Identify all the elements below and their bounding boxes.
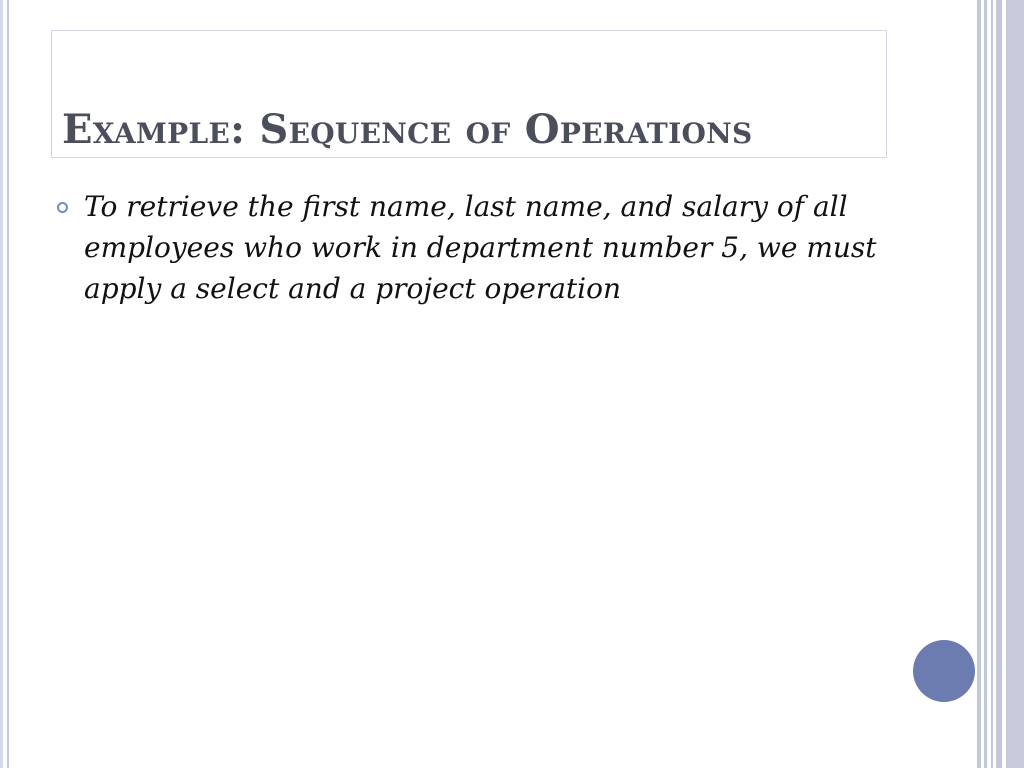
left-border-line <box>0 0 3 768</box>
decorative-circle <box>913 640 975 702</box>
left-border-line <box>7 0 9 768</box>
bullet-list <box>56 186 956 309</box>
bullet-text: To retrieve the first name, last name, and salary of all employees who work in department number 5, we must apply a select and a project operation <box>84 190 877 305</box>
right-stripe <box>996 0 1002 768</box>
bullet-circle-icon <box>57 202 68 213</box>
right-stripe <box>977 0 981 768</box>
right-stripe <box>1006 0 1024 768</box>
right-stripe <box>984 0 987 768</box>
right-stripe <box>991 0 993 768</box>
slide-title: Example: Sequence of Operations <box>62 106 753 153</box>
bullet-item <box>56 186 956 309</box>
